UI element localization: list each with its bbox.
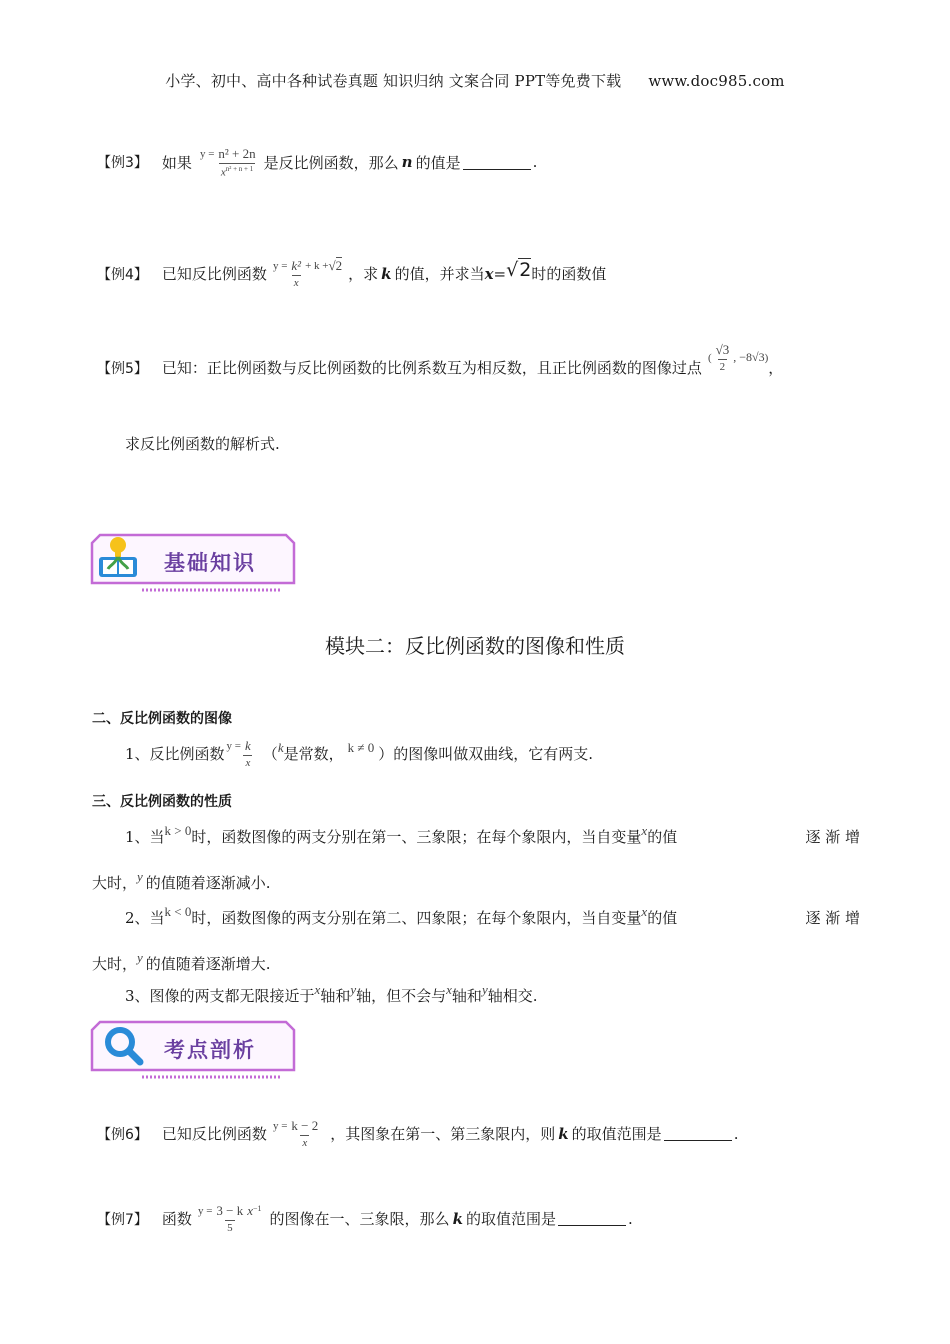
section-3-p2-d: 逐 渐 增 <box>805 909 860 927</box>
example-5 <box>97 342 784 383</box>
example-3-fraction <box>216 146 257 179</box>
example-4-fraction <box>289 258 303 289</box>
example-3-post-b: 的值是 <box>415 153 461 172</box>
section-2-item-1-cond: k ≠ 0 <box>347 739 375 755</box>
example-7 <box>97 1203 633 1234</box>
example-3-den-exp: n² + n + 1 <box>225 165 254 173</box>
example-6-post-b: 的取值范围是 <box>571 1125 662 1143</box>
page-header <box>0 70 950 91</box>
section-3-p3-e: 轴相交. <box>487 987 538 1005</box>
example-3-pre: 如果 <box>161 153 192 172</box>
example-5-tag: 【例5】 <box>97 360 148 377</box>
section-3-p1-y: y <box>137 868 143 884</box>
section-3-p3-y1: y <box>350 981 357 997</box>
section-3-p3-c: 轴，但不会与 <box>356 987 447 1005</box>
section-3-para-2 <box>125 903 860 928</box>
example-6-fraction <box>289 1118 320 1149</box>
example-6-var: k <box>558 1124 569 1143</box>
section-2-heading: 二、反比例函数的图像 <box>92 711 232 727</box>
header-url: www.doc985.com <box>648 72 785 90</box>
example-7-post-c: . <box>627 1209 633 1228</box>
example-5-point-fraction <box>714 342 732 373</box>
example-3-post-c: . <box>532 153 538 172</box>
banner-exam-label: 考点剖析 <box>164 1038 256 1062</box>
section-2-item-1-fraction <box>243 738 253 769</box>
section-3-p3-d: 轴和 <box>451 987 482 1005</box>
section-3-para-1 <box>125 822 860 847</box>
example-6-denominator: x <box>302 1137 308 1149</box>
example-4 <box>97 258 606 289</box>
section-3-p2-c: 的值 <box>647 909 678 927</box>
example-4-var: k <box>381 264 392 283</box>
example-7-rest-exp: −1 <box>253 1204 262 1213</box>
section-2-item-1-d: ）的图像叫做双曲线，它有两支. <box>378 745 594 763</box>
section-3-p2-f: 的值随着逐渐增大. <box>145 955 271 973</box>
section-3-p3-x1: x <box>314 981 321 997</box>
section-3-p1-x: x <box>641 822 648 838</box>
section-3-p1-f: 的值随着逐渐减小. <box>145 874 271 892</box>
section-3-para-1-cont <box>92 868 271 893</box>
example-6 <box>97 1118 738 1149</box>
section-3-p3-y2: y <box>481 981 488 997</box>
example-5-point-num: √3 <box>715 342 730 357</box>
example-7-denominator: 5 <box>227 1222 233 1234</box>
example-6-pre: 已知反比例函数 <box>161 1125 267 1143</box>
section-2-item-1-num: k <box>245 738 251 753</box>
example-4-sqrt-small: √2 <box>328 257 343 273</box>
section-3-heading: 三、反比例函数的性质 <box>92 794 232 810</box>
example-4-sqrt-big: √2 <box>506 258 532 281</box>
section-2-item-1 <box>125 738 593 769</box>
example-7-numerator: 3 − k <box>216 1203 244 1218</box>
example-3-post-a: 是反比例函数，那么 <box>263 153 399 172</box>
example-7-fraction <box>214 1203 245 1234</box>
example-3-tag: 【例3】 <box>97 155 148 172</box>
example-3-numerator: n² + 2n <box>218 146 256 161</box>
example-7-rest: x <box>247 1202 254 1218</box>
section-2-item-1-den: x <box>245 757 251 769</box>
example-3-y: y = <box>199 148 215 161</box>
section-2-item-1-b: （ <box>262 745 278 763</box>
section-2-item-1-a: 1、反比例函数 <box>125 745 225 763</box>
example-7-y: y = <box>197 1204 213 1217</box>
module-title: 模块二：反比例函数的图像和性质 <box>325 634 625 658</box>
section-3-p2-a: 2、当 <box>125 909 165 927</box>
example-5-comma: ， <box>768 359 784 377</box>
example-6-numerator: k − 2 <box>291 1118 319 1133</box>
example-7-post-b: 的取值范围是 <box>465 1210 556 1228</box>
example-4-pre: 已知反比例函数 <box>161 265 267 283</box>
example-5-point-open: ( <box>707 351 712 364</box>
banner-basic-knowledge <box>90 533 300 595</box>
example-7-tag: 【例7】 <box>97 1211 148 1228</box>
example-7-var: k <box>452 1209 463 1228</box>
example-6-tag: 【例6】 <box>97 1126 148 1143</box>
section-2-item-1-c: 是常数， <box>283 745 344 763</box>
banner-basic-label: 基础知识 <box>164 551 256 575</box>
section-3-p3-b: 轴和 <box>320 987 351 1005</box>
section-3-p1-c: 的值 <box>647 828 678 846</box>
section-2-item-1-k: k <box>277 739 284 755</box>
example-4-post-c: 时的函数值 <box>531 265 607 283</box>
example-4-numerator: k² <box>291 258 302 273</box>
section-3-p2-e: 大时， <box>92 955 138 973</box>
example-6-post-a: ，其图象在第一、第三象限内，则 <box>330 1125 556 1143</box>
section-3-p1-cond: k > 0 <box>164 822 192 838</box>
example-4-sqrt-big-val: 2 <box>519 258 532 281</box>
example-3-den-base: x <box>220 166 226 179</box>
example-5-line2: 求反比例函数的解析式. <box>125 435 280 453</box>
section-3-p1-d: 逐 渐 增 <box>805 828 860 846</box>
example-3-denominator <box>219 163 255 179</box>
section-3-p2-b: 时，函数图像的两支分别在第二、四象限；在每个象限内，当自变量 <box>191 909 642 927</box>
example-4-rest: + k + <box>305 259 329 272</box>
example-5-point <box>708 342 768 373</box>
example-5-point-den: 2 <box>719 361 726 373</box>
example-7-blank <box>558 1211 626 1226</box>
section-3-p3-x2: x <box>446 981 452 997</box>
magnifier-icon <box>102 1024 146 1070</box>
section-3-p1-b: 时，函数图像的两支分别在第一、三象限；在每个象限内，当自变量 <box>191 828 642 846</box>
example-3-var: n <box>401 153 413 172</box>
section-3-p2-y: y <box>137 949 143 965</box>
example-3 <box>97 146 537 179</box>
section-3-para-3 <box>125 981 538 1006</box>
section-3-p2-x: x <box>641 903 648 919</box>
example-4-sqrt-small-val: 2 <box>335 257 343 273</box>
section-3-p1-a: 1、当 <box>125 828 165 846</box>
section-3-p1-e: 大时， <box>92 874 138 892</box>
banner-exam-analysis <box>90 1020 300 1082</box>
example-5-point-sep: , −8√3 <box>733 350 765 364</box>
section-2-item-1-y: y = <box>226 739 242 752</box>
example-5-line1: 已知：正比例函数与反比例函数的比例系数互为相反数，且正比例函数的图像过点 <box>161 359 702 377</box>
example-4-eq: = <box>493 264 507 283</box>
lightbulb-book-icon <box>96 535 140 581</box>
example-7-post-a: 的图像在一、三象限，那么 <box>269 1210 450 1228</box>
example-4-xvar: x <box>484 264 494 283</box>
example-4-y: y = <box>272 259 288 272</box>
example-4-tag: 【例4】 <box>97 266 148 283</box>
example-4-denominator: x <box>293 277 299 289</box>
header-text: 小学、初中、高中各种试卷真题 知识归纳 文案合同 PPT等免费下载 <box>165 72 622 90</box>
example-3-blank <box>463 155 531 170</box>
example-6-blank <box>664 1126 732 1141</box>
example-7-pre: 函数 <box>161 1210 192 1228</box>
section-3-p3-a: 3、图像的两支都无限接近于 <box>125 987 315 1005</box>
example-6-y: y = <box>272 1119 288 1132</box>
section-3-para-2-cont <box>92 949 271 974</box>
example-4-post-a: ，求 <box>348 265 379 283</box>
example-6-post-c: . <box>733 1124 739 1143</box>
section-3-p2-cond: k < 0 <box>164 903 192 919</box>
example-4-post-b: 的值，并求当 <box>394 265 485 283</box>
example-5-point-close: ) <box>764 351 769 364</box>
